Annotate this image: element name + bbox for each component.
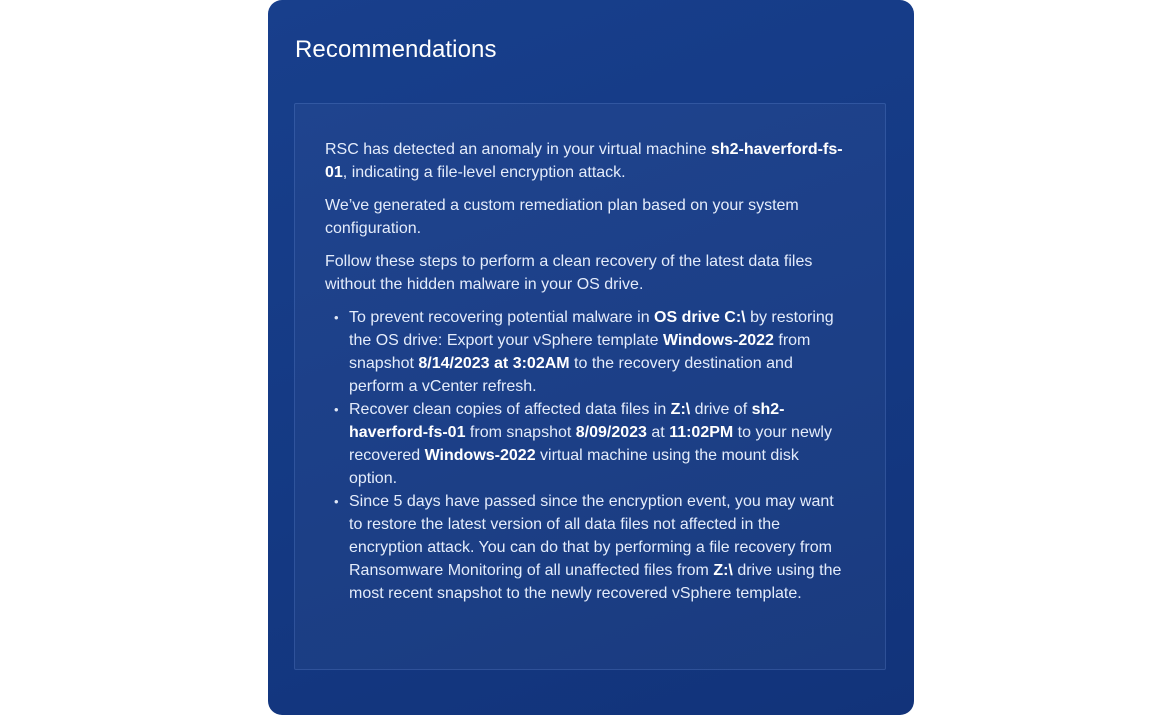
step-text: from snapshot: [465, 424, 576, 441]
step-text: drive of: [690, 401, 752, 418]
step-restore-unaffected-files: [325, 490, 845, 605]
vm-name: sh2-haverford-fs-01: [349, 401, 785, 441]
step-text: to your newly recovered: [349, 424, 832, 464]
template-name: Windows-2022: [662, 332, 774, 349]
step-text: drive using the most recent snapshot to the newly recovered vSphere template.: [349, 562, 842, 602]
vm-name: sh2-haverford-fs-01: [325, 141, 843, 181]
steps-intro: Follow these steps to perform a clean recovery of the latest data files without the hidden malware in your OS drive.: [325, 253, 813, 293]
summary-text: RSC has detected an anomaly in your virtual machine: [325, 141, 711, 158]
snapshot-date: 8/09/2023: [575, 424, 647, 441]
drive-name: Z:\: [713, 562, 733, 579]
step-text: at: [646, 424, 670, 441]
anomaly-summary: [325, 138, 845, 184]
remediation-steps: [325, 306, 845, 605]
step-text: To prevent recovering potential malware in: [349, 309, 655, 326]
step-export-template: [325, 306, 845, 398]
card-title: Recommendations: [295, 36, 497, 63]
recommendation-panel: [294, 103, 886, 670]
step-text: to the recovery destination and perform a vCenter refresh.: [349, 355, 793, 395]
step-text: by restoring the OS drive: Export your vSphere template: [349, 309, 834, 349]
step-text: from snapshot: [349, 332, 811, 372]
recommendations-card: [268, 0, 914, 715]
step-text: Recover clean copies of affected data files in: [349, 401, 671, 418]
step-text: virtual machine using the mount disk option.: [349, 447, 799, 487]
drive-name: OS drive C:\: [654, 309, 746, 326]
summary-text: , indicating a file-level encryption attack.: [342, 164, 626, 181]
snapshot-time: 11:02PM: [669, 424, 734, 441]
plan-note: We’ve generated a custom remediation plan based on your system configuration.: [325, 197, 799, 237]
step-text: Since 5 days have passed since the encryption event, you may want to restore the latest version of all data files not affected in the encryption attack. You can do that by performing a file recovery from Ransomware Monitoring of all unaffected files from: [349, 493, 834, 579]
drive-name: Z:\: [670, 401, 691, 418]
snapshot-time: 8/14/2023 at 3:02AM: [418, 355, 570, 372]
template-name: Windows-2022: [424, 447, 536, 464]
step-recover-data-files: [325, 398, 845, 490]
